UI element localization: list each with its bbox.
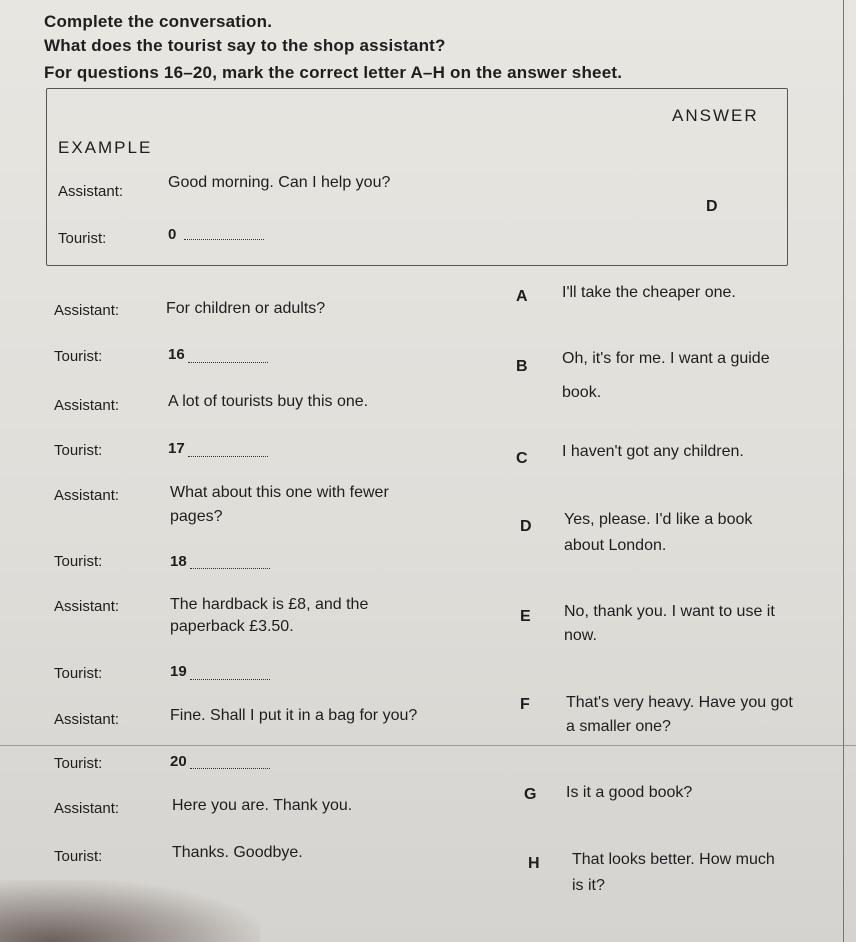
- option-text-h: That looks better. How much: [572, 851, 775, 868]
- option-text-e: No, thank you. I want to use it: [564, 603, 775, 620]
- dialogue-text-tourist-final: Thanks. Goodbye.: [172, 844, 303, 861]
- option-letter-f: F: [520, 696, 530, 713]
- dialogue-label-tourist-final: Tourist:: [54, 848, 103, 865]
- dialogue-label-tourist-17: Tourist:: [54, 442, 103, 459]
- page-edge-line: [843, 0, 844, 942]
- option-text-d: Yes, please. I'd like a book: [564, 511, 753, 528]
- instruction-line-2: What does the tourist say to the shop assistant?: [44, 36, 446, 55]
- question-number-19: 19: [170, 663, 187, 680]
- instruction-line-3: For questions 16–20, mark the correct letter A–H on the answer sheet.: [44, 63, 623, 82]
- example-number: 0: [168, 226, 177, 243]
- dialogue-label-assistant-6: Assistant:: [54, 800, 120, 817]
- example-assistant-label: Assistant:: [58, 183, 124, 200]
- option-text-g: Is it a good book?: [566, 784, 693, 801]
- option-letter-h: H: [528, 855, 540, 872]
- example-heading: EXAMPLE: [58, 138, 153, 157]
- question-number-17: 17: [168, 440, 185, 457]
- question-number-20: 20: [170, 753, 187, 770]
- example-answer-letter: D: [706, 198, 718, 215]
- dialogue-text-assistant-5: Fine. Shall I put it in a bag for you?: [170, 707, 418, 724]
- option-letter-d: D: [520, 518, 532, 535]
- dialogue-label-tourist-16: Tourist:: [54, 348, 103, 365]
- option-text-d-cont: about London.: [564, 537, 667, 554]
- answer-blank-19[interactable]: [190, 678, 270, 680]
- dialogue-label-assistant-5: Assistant:: [54, 711, 120, 728]
- option-text-c: I haven't got any children.: [562, 443, 744, 460]
- dialogue-text-assistant-2: A lot of tourists buy this one.: [168, 393, 369, 410]
- dialogue-text-assistant-1: For children or adults?: [166, 300, 326, 317]
- option-text-h-cont: is it?: [572, 877, 605, 894]
- dialogue-label-assistant-3: Assistant:: [54, 487, 120, 504]
- answer-heading: ANSWER: [672, 106, 759, 125]
- option-letter-a: A: [516, 288, 528, 305]
- option-text-f: That's very heavy. Have you got: [566, 694, 793, 711]
- answer-blank-17[interactable]: [188, 455, 268, 457]
- option-text-f-cont: a smaller one?: [566, 718, 671, 735]
- option-text-a: I'll take the cheaper one.: [562, 284, 736, 301]
- instruction-line-1: Complete the conversation.: [44, 12, 273, 31]
- example-tourist-label: Tourist:: [58, 230, 107, 247]
- option-text-b-cont: book.: [562, 384, 602, 401]
- dialogue-label-tourist-18: Tourist:: [54, 553, 103, 570]
- option-letter-g: G: [524, 786, 537, 803]
- page-fold-line: [0, 745, 856, 746]
- answer-blank-20[interactable]: [190, 767, 270, 769]
- dialogue-text-assistant-4-cont: paperback £3.50.: [170, 618, 294, 635]
- dialogue-label-tourist-19: Tourist:: [54, 665, 103, 682]
- example-answer-blank[interactable]: [184, 238, 264, 240]
- dialogue-label-assistant-2: Assistant:: [54, 397, 120, 414]
- example-assistant-text: Good morning. Can I help you?: [168, 174, 391, 191]
- dialogue-label-assistant-1: Assistant:: [54, 302, 120, 319]
- question-number-16: 16: [168, 346, 185, 363]
- dialogue-text-assistant-4: The hardback is £8, and the: [170, 596, 369, 613]
- answer-blank-16[interactable]: [188, 361, 268, 363]
- dialogue-text-assistant-6: Here you are. Thank you.: [172, 797, 353, 814]
- option-letter-c: C: [516, 450, 528, 467]
- question-number-18: 18: [170, 553, 187, 570]
- answer-blank-18[interactable]: [190, 567, 270, 569]
- option-letter-b: B: [516, 358, 528, 375]
- option-letter-e: E: [520, 608, 531, 625]
- dialogue-text-assistant-3-cont: pages?: [170, 508, 223, 525]
- dialogue-text-assistant-3: What about this one with fewer: [170, 484, 389, 501]
- option-text-b: Oh, it's for me. I want a guide: [562, 350, 770, 367]
- dialogue-label-assistant-4: Assistant:: [54, 598, 120, 615]
- finger-shadow: [0, 880, 260, 942]
- dialogue-label-tourist-20: Tourist:: [54, 755, 103, 772]
- option-text-e-cont: now.: [564, 627, 597, 644]
